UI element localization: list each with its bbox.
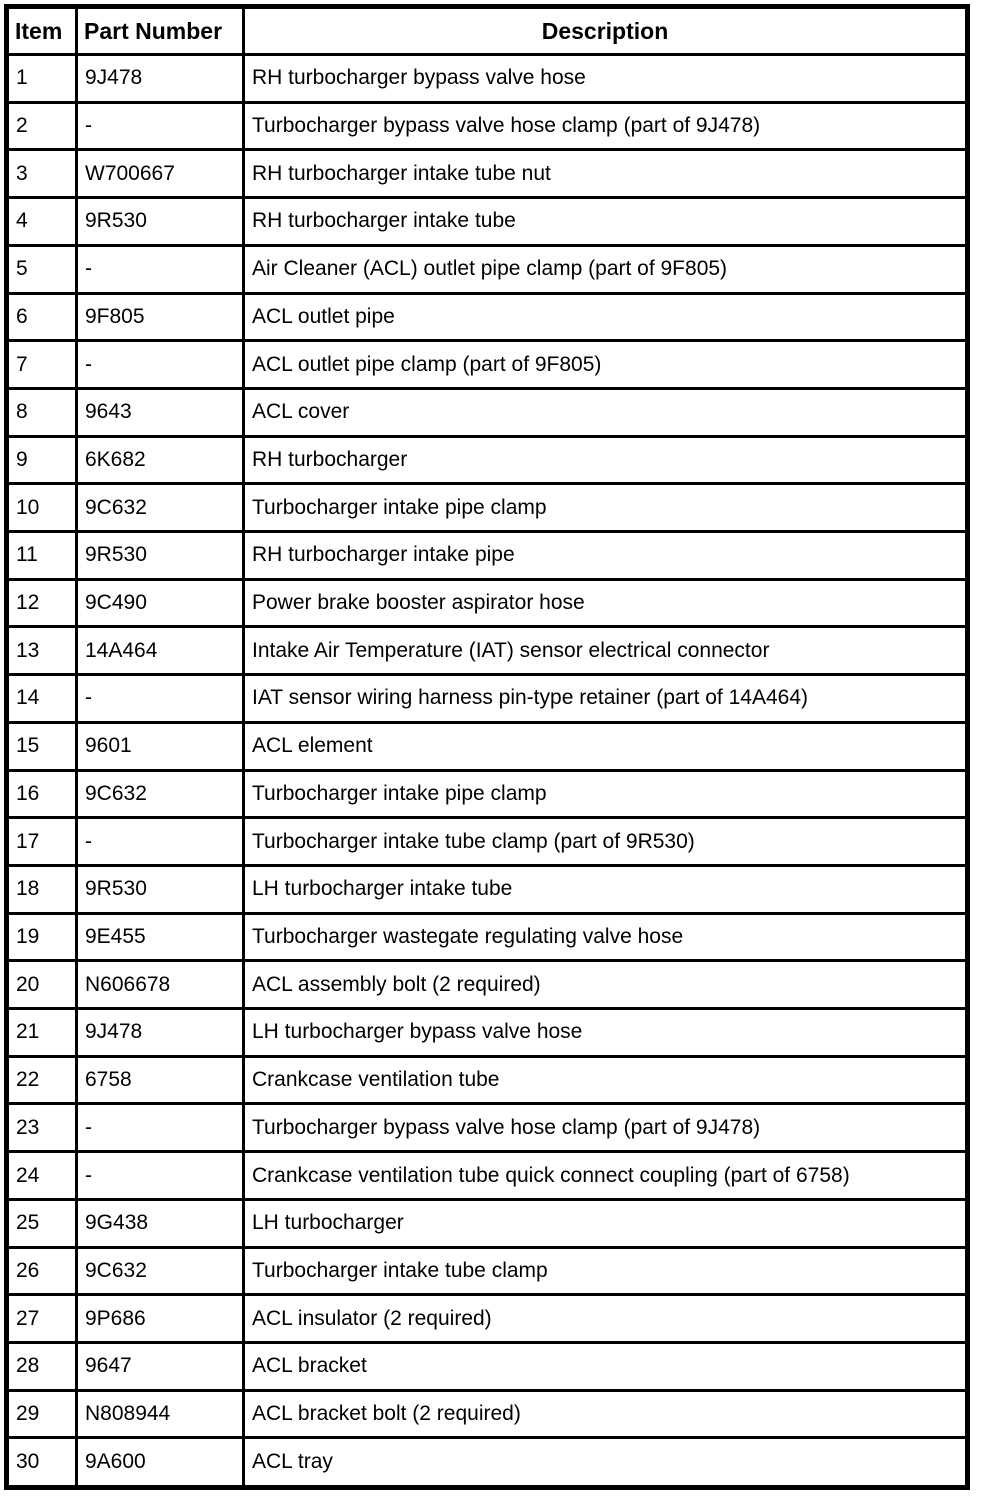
table-row [7,1056,968,1104]
table-row [7,245,968,293]
item-cell: 19 [7,913,77,961]
table-row [7,913,968,961]
table-row [7,1438,968,1488]
description-cell: Turbocharger bypass valve hose clamp (part of 9J478) [244,102,968,150]
description-cell: ACL insulator (2 required) [244,1295,968,1343]
item-cell: 17 [7,818,77,866]
table-row [7,293,968,341]
description-cell: ACL tray [244,1438,968,1488]
table-row [7,55,968,103]
part-number-cell: N808944 [77,1390,244,1438]
item-cell: 15 [7,722,77,770]
item-cell: 27 [7,1295,77,1343]
description-cell: RH turbocharger bypass valve hose [244,55,968,103]
description-cell: Crankcase ventilation tube [244,1056,968,1104]
description-cell: ACL outlet pipe [244,293,968,341]
table-row [7,770,968,818]
description-cell: ACL element [244,722,968,770]
item-cell: 6 [7,293,77,341]
item-cell: 12 [7,579,77,627]
parts-table-body [7,55,968,1488]
table-row [7,532,968,580]
header-row [7,7,968,55]
part-number-cell: W700667 [77,150,244,198]
description-cell: RH turbocharger intake pipe [244,532,968,580]
description-cell: Crankcase ventilation tube quick connect coupling (part of 6758) [244,1152,968,1200]
description-cell: Power brake booster aspirator hose [244,579,968,627]
item-cell: 11 [7,532,77,580]
part-number-cell: 6K682 [77,436,244,484]
table-row [7,1295,968,1343]
description-cell: ACL bracket bolt (2 required) [244,1390,968,1438]
item-cell: 26 [7,1247,77,1295]
item-cell: 9 [7,436,77,484]
item-cell: 21 [7,1009,77,1057]
part-number-cell: - [77,341,244,389]
part-number-cell: 9J478 [77,55,244,103]
table-row [7,102,968,150]
part-number-cell: 9601 [77,722,244,770]
part-number-cell: 9C632 [77,1247,244,1295]
description-cell: Turbocharger intake pipe clamp [244,484,968,532]
part-number-cell: - [77,102,244,150]
parts-table [4,4,970,1490]
table-row [7,865,968,913]
table-row [7,722,968,770]
table-row [7,818,968,866]
part-number-cell: 9R530 [77,198,244,246]
description-cell: RH turbocharger intake tube nut [244,150,968,198]
part-number-cell: - [77,818,244,866]
item-cell: 23 [7,1104,77,1152]
item-cell: 1 [7,55,77,103]
column-header-item: Item [7,7,77,55]
part-number-cell: - [77,1104,244,1152]
item-cell: 16 [7,770,77,818]
description-cell: RH turbocharger intake tube [244,198,968,246]
description-cell: ACL outlet pipe clamp (part of 9F805) [244,341,968,389]
part-number-cell: 9C632 [77,770,244,818]
part-number-cell: 9J478 [77,1009,244,1057]
item-cell: 2 [7,102,77,150]
item-cell: 22 [7,1056,77,1104]
table-row [7,198,968,246]
part-number-cell: 9C632 [77,484,244,532]
description-cell: Turbocharger wastegate regulating valve hose [244,913,968,961]
item-cell: 14 [7,675,77,723]
part-number-cell: - [77,1152,244,1200]
table-row [7,627,968,675]
description-cell: Intake Air Temperature (IAT) sensor electrical connector [244,627,968,675]
item-cell: 5 [7,245,77,293]
item-cell: 29 [7,1390,77,1438]
table-row [7,341,968,389]
description-cell: IAT sensor wiring harness pin-type retainer (part of 14A464) [244,675,968,723]
item-cell: 24 [7,1152,77,1200]
table-row [7,1104,968,1152]
part-number-cell: N606678 [77,961,244,1009]
item-cell: 25 [7,1199,77,1247]
part-number-cell: 9R530 [77,532,244,580]
item-cell: 10 [7,484,77,532]
part-number-cell: - [77,245,244,293]
description-cell: Turbocharger intake tube clamp (part of 9R530) [244,818,968,866]
item-cell: 7 [7,341,77,389]
table-row [7,1152,968,1200]
item-cell: 18 [7,865,77,913]
item-cell: 30 [7,1438,77,1488]
item-cell: 13 [7,627,77,675]
part-number-cell: 9P686 [77,1295,244,1343]
table-row [7,1342,968,1390]
description-cell: LH turbocharger bypass valve hose [244,1009,968,1057]
column-header-description: Description [244,7,968,55]
column-header-part-number: Part Number [77,7,244,55]
table-row [7,484,968,532]
part-number-cell: 9G438 [77,1199,244,1247]
part-number-cell: 9E455 [77,913,244,961]
part-number-cell: 9647 [77,1342,244,1390]
part-number-cell: 6758 [77,1056,244,1104]
description-cell: ACL bracket [244,1342,968,1390]
description-cell: Turbocharger intake pipe clamp [244,770,968,818]
table-row [7,961,968,1009]
description-cell: RH turbocharger [244,436,968,484]
description-cell: LH turbocharger [244,1199,968,1247]
description-cell: Turbocharger intake tube clamp [244,1247,968,1295]
table-row [7,675,968,723]
part-number-cell: 9A600 [77,1438,244,1488]
item-cell: 8 [7,388,77,436]
part-number-cell: - [77,675,244,723]
description-cell: Turbocharger bypass valve hose clamp (part of 9J478) [244,1104,968,1152]
table-row [7,436,968,484]
table-row [7,579,968,627]
table-row [7,1247,968,1295]
description-cell: ACL assembly bolt (2 required) [244,961,968,1009]
table-row [7,1009,968,1057]
part-number-cell: 14A464 [77,627,244,675]
part-number-cell: 9F805 [77,293,244,341]
description-cell: ACL cover [244,388,968,436]
description-cell: LH turbocharger intake tube [244,865,968,913]
table-row [7,1390,968,1438]
table-row [7,1199,968,1247]
item-cell: 3 [7,150,77,198]
item-cell: 4 [7,198,77,246]
table-row [7,388,968,436]
item-cell: 20 [7,961,77,1009]
table-row [7,150,968,198]
part-number-cell: 9643 [77,388,244,436]
part-number-cell: 9R530 [77,865,244,913]
item-cell: 28 [7,1342,77,1390]
part-number-cell: 9C490 [77,579,244,627]
description-cell: Air Cleaner (ACL) outlet pipe clamp (part of 9F805) [244,245,968,293]
